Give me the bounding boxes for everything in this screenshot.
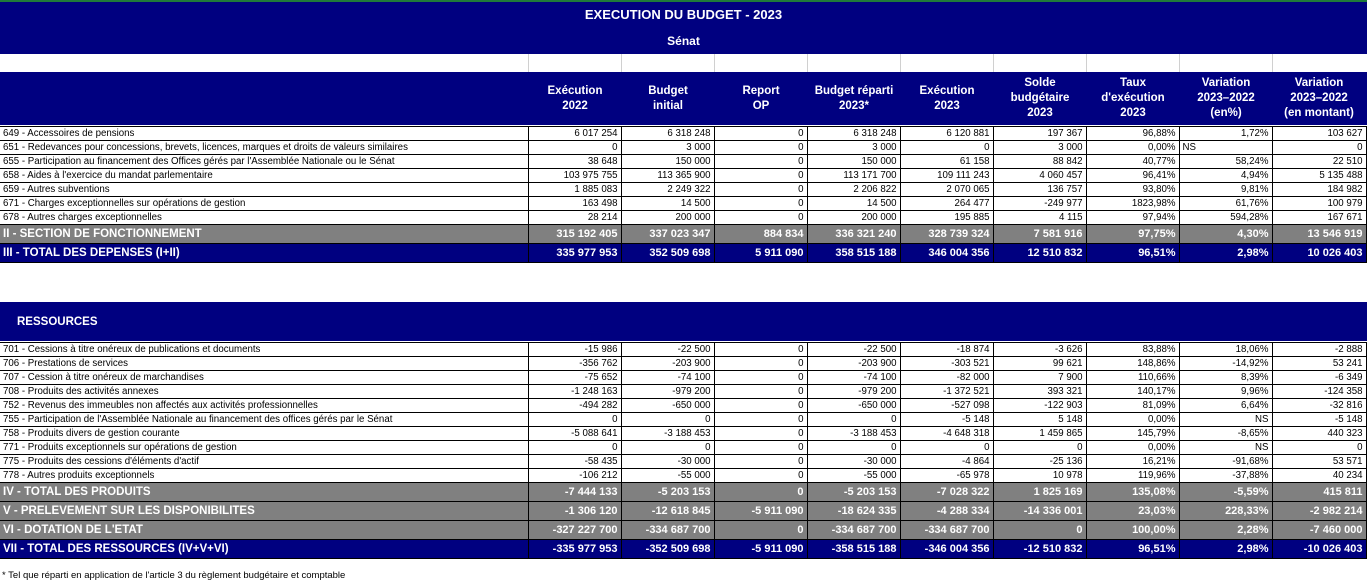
gridline <box>1086 54 1087 72</box>
table-row <box>0 141 1366 155</box>
row-label: VI - DOTATION DE L'ETAT <box>0 521 528 540</box>
cell-value: -75 652 <box>528 371 621 385</box>
cell-value: -18 624 335 <box>807 502 900 521</box>
cell-value: 150 000 <box>807 155 900 169</box>
cell-value: -7 444 133 <box>528 483 621 502</box>
column-header: Variation 2023–2022 (en montant) <box>1284 77 1354 119</box>
cell-value: 8,39% <box>1179 371 1272 385</box>
cell-value: -65 978 <box>900 469 993 483</box>
cell-value: 0 <box>714 371 807 385</box>
cell-value: -4 864 <box>900 455 993 469</box>
cell-value: 88 842 <box>993 155 1086 169</box>
cell-value: 6 318 248 <box>807 127 900 141</box>
gridline <box>807 54 808 72</box>
cell-value: 1 885 083 <box>528 183 621 197</box>
cell-value: 0 <box>714 521 807 540</box>
cell-value: 4,94% <box>1179 169 1272 183</box>
cell-value: -527 098 <box>900 399 993 413</box>
cell-value: 0 <box>807 413 900 427</box>
cell-value: 113 365 900 <box>621 169 714 183</box>
cell-value: -327 227 700 <box>528 521 621 540</box>
gridline <box>714 54 715 72</box>
cell-value: 100 979 <box>1272 197 1366 211</box>
cell-value: 103 627 <box>1272 127 1366 141</box>
table-row <box>0 385 1366 399</box>
table-row <box>0 469 1366 483</box>
cell-value: 6 120 881 <box>900 127 993 141</box>
cell-value: -334 687 700 <box>900 521 993 540</box>
cell-value: -334 687 700 <box>621 521 714 540</box>
cell-value: 145,79% <box>1086 427 1179 441</box>
cell-value: 0 <box>714 197 807 211</box>
cell-value: -14 336 001 <box>993 502 1086 521</box>
cell-value: 7 900 <box>993 371 1086 385</box>
subtotal-row <box>0 483 1366 502</box>
cell-value: -494 282 <box>528 399 621 413</box>
cell-value: -1 248 163 <box>528 385 621 399</box>
cell-value: 0 <box>714 169 807 183</box>
cell-value: 0,00% <box>1086 413 1179 427</box>
cell-value: -18 874 <box>900 343 993 357</box>
cell-value: -8,65% <box>1179 427 1272 441</box>
column-header: Taux d'exécution 2023 <box>1101 77 1165 119</box>
row-label: 755 - Participation de l'Assemblée Nationale au financement des offices gérés par le Sénat <box>0 413 528 427</box>
cell-value: -4 288 334 <box>900 502 993 521</box>
cell-value: -203 900 <box>621 357 714 371</box>
cell-value: 7 581 916 <box>993 225 1086 244</box>
row-label: 651 - Redevances pour concessions, brevets, licences, marques et droits de valeurs similaires <box>0 141 528 155</box>
cell-value: 110,66% <box>1086 371 1179 385</box>
row-label: 658 - Aides à l'exercice du mandat parlementaire <box>0 169 528 183</box>
cell-value: 336 321 240 <box>807 225 900 244</box>
column-header: Report OP <box>742 84 780 112</box>
total-row <box>0 244 1366 263</box>
table-row <box>0 343 1366 357</box>
cell-value: 3 000 <box>993 141 1086 155</box>
cell-value: -5 911 090 <box>714 502 807 521</box>
cell-value: 5 911 090 <box>714 244 807 263</box>
row-label: 678 - Autres charges exceptionnelles <box>0 211 528 225</box>
cell-value: -5 148 <box>900 413 993 427</box>
column-header-band <box>0 72 1367 125</box>
cell-value: 99 621 <box>993 357 1086 371</box>
cell-value: 440 323 <box>1272 427 1366 441</box>
cell-value: 81,09% <box>1086 399 1179 413</box>
row-label: 707 - Cession à titre onéreux de marchandises <box>0 371 528 385</box>
cell-value: 18,06% <box>1179 343 1272 357</box>
cell-value: -15 986 <box>528 343 621 357</box>
cell-value: 28 214 <box>528 211 621 225</box>
cell-value: -7 028 322 <box>900 483 993 502</box>
cell-value: 9,81% <box>1179 183 1272 197</box>
cell-value: -5 203 153 <box>621 483 714 502</box>
gridline <box>1179 54 1180 72</box>
subtotal-row <box>0 521 1366 540</box>
cell-value: -7 460 000 <box>1272 521 1366 540</box>
cell-value: 5 148 <box>993 413 1086 427</box>
cell-value: 100,00% <box>1086 521 1179 540</box>
cell-value: 40,77% <box>1086 155 1179 169</box>
row-label: II - SECTION DE FONCTIONNEMENT <box>0 225 528 244</box>
table-row <box>0 127 1366 141</box>
row-label: III - TOTAL DES DEPENSES (I+II) <box>0 244 528 263</box>
cell-value: 358 515 188 <box>807 244 900 263</box>
resources-table <box>0 342 1367 559</box>
cell-value: 594,28% <box>1179 211 1272 225</box>
cell-value: 3 000 <box>621 141 714 155</box>
cell-value: 0 <box>714 469 807 483</box>
row-label: 659 - Autres subventions <box>0 183 528 197</box>
cell-value: 83,88% <box>1086 343 1179 357</box>
resources-band <box>0 302 1367 341</box>
cell-value: 22 510 <box>1272 155 1366 169</box>
cell-value: -979 200 <box>807 385 900 399</box>
cell-value: 96,88% <box>1086 127 1179 141</box>
cell-value: -5,59% <box>1179 483 1272 502</box>
column-header: Exécution 2023 <box>919 84 975 112</box>
cell-value: -346 004 356 <box>900 540 993 559</box>
cell-value: -3 188 453 <box>621 427 714 441</box>
cell-value: 150 000 <box>621 155 714 169</box>
cell-value: 0 <box>1272 141 1366 155</box>
cell-value: -74 100 <box>807 371 900 385</box>
cell-value: 184 982 <box>1272 183 1366 197</box>
cell-value: 1 459 865 <box>993 427 1086 441</box>
cell-value: 200 000 <box>621 211 714 225</box>
cell-value: 0,00% <box>1086 441 1179 455</box>
cell-value: 0 <box>714 127 807 141</box>
cell-value: 1,72% <box>1179 127 1272 141</box>
cell-value: 0 <box>993 441 1086 455</box>
cell-value: 228,33% <box>1179 502 1272 521</box>
cell-value: -37,88% <box>1179 469 1272 483</box>
cell-value: 0 <box>1272 441 1366 455</box>
row-label: 771 - Produits exceptionnels sur opérations de gestion <box>0 441 528 455</box>
column-header: Budget réparti 2023* <box>814 84 894 112</box>
cell-value: 167 671 <box>1272 211 1366 225</box>
cell-value: 10 978 <box>993 469 1086 483</box>
row-label: 752 - Revenus des immeubles non affectés aux activités professionnelles <box>0 399 528 413</box>
cell-value: 96,51% <box>1086 244 1179 263</box>
cell-value: -3 188 453 <box>807 427 900 441</box>
cell-value: 0 <box>714 155 807 169</box>
cell-value: -356 762 <box>528 357 621 371</box>
row-label: IV - TOTAL DES PRODUITS <box>0 483 528 502</box>
cell-value: 0 <box>714 427 807 441</box>
cell-value: 1823,98% <box>1086 197 1179 211</box>
table-row <box>0 211 1366 225</box>
cell-value: 0 <box>621 441 714 455</box>
cell-value: 2,28% <box>1179 521 1272 540</box>
cell-value: 96,41% <box>1086 169 1179 183</box>
cell-value: 23,03% <box>1086 502 1179 521</box>
gridline <box>528 54 529 72</box>
cell-value: -1 306 120 <box>528 502 621 521</box>
table-row <box>0 413 1366 427</box>
cell-value: 335 977 953 <box>528 244 621 263</box>
cell-value: -30 000 <box>807 455 900 469</box>
cell-value: NS <box>1179 441 1272 455</box>
cell-value: 337 023 347 <box>621 225 714 244</box>
column-header: Solde budgétaire 2023 <box>1010 77 1070 119</box>
cell-value: 195 885 <box>900 211 993 225</box>
cell-value: 0 <box>714 343 807 357</box>
cell-value: 315 192 405 <box>528 225 621 244</box>
cell-value: 4 115 <box>993 211 1086 225</box>
cell-value: 16,21% <box>1086 455 1179 469</box>
cell-value: 4,30% <box>1179 225 1272 244</box>
cell-value: -3 626 <box>993 343 1086 357</box>
cell-value: 14 500 <box>807 197 900 211</box>
cell-value: 38 648 <box>528 155 621 169</box>
cell-value: -979 200 <box>621 385 714 399</box>
column-header: Exécution 2022 <box>547 84 603 112</box>
table-row <box>0 371 1366 385</box>
cell-value: -12 618 845 <box>621 502 714 521</box>
cell-value: -124 358 <box>1272 385 1366 399</box>
cell-value: 0 <box>714 385 807 399</box>
cell-value: -1 372 521 <box>900 385 993 399</box>
cell-value: -203 900 <box>807 357 900 371</box>
table-row <box>0 155 1366 169</box>
cell-value: 135,08% <box>1086 483 1179 502</box>
cell-value: -32 816 <box>1272 399 1366 413</box>
cell-value: -5 088 641 <box>528 427 621 441</box>
cell-value: 2 070 065 <box>900 183 993 197</box>
cell-value: 103 975 755 <box>528 169 621 183</box>
cell-value: -650 000 <box>807 399 900 413</box>
cell-value: 4 060 457 <box>993 169 1086 183</box>
cell-value: 0 <box>714 141 807 155</box>
gridline <box>621 54 622 72</box>
subtotal-row <box>0 502 1366 521</box>
cell-value: -2 888 <box>1272 343 1366 357</box>
row-label: 655 - Participation au financement des Offices gérés par l'Assemblée Nationale ou le Sénat <box>0 155 528 169</box>
cell-value: 14 500 <box>621 197 714 211</box>
gridline <box>1272 54 1273 72</box>
cell-value: 53 241 <box>1272 357 1366 371</box>
row-label: V - PRELEVEMENT SUR LES DISPONIBILITES <box>0 502 528 521</box>
cell-value: -55 000 <box>621 469 714 483</box>
cell-value: 97,94% <box>1086 211 1179 225</box>
page-subtitle: Sénat <box>667 34 700 48</box>
cell-value: 140,17% <box>1086 385 1179 399</box>
cell-value: 6 318 248 <box>621 127 714 141</box>
cell-value: 3 000 <box>807 141 900 155</box>
cell-value: 346 004 356 <box>900 244 993 263</box>
cell-value: 0 <box>714 183 807 197</box>
cell-value: 5 135 488 <box>1272 169 1366 183</box>
cell-value: 97,75% <box>1086 225 1179 244</box>
cell-value: 0 <box>714 211 807 225</box>
cell-value: -25 136 <box>993 455 1086 469</box>
cell-value: NS <box>1179 413 1272 427</box>
cell-value: 58,24% <box>1179 155 1272 169</box>
table-row <box>0 197 1366 211</box>
cell-value: -335 977 953 <box>528 540 621 559</box>
cell-value: 200 000 <box>807 211 900 225</box>
cell-value: 2 249 322 <box>621 183 714 197</box>
cell-value: 1 825 169 <box>993 483 1086 502</box>
cell-value: -249 977 <box>993 197 1086 211</box>
cell-value: -5 203 153 <box>807 483 900 502</box>
row-label: 701 - Cessions à titre onéreux de publications et documents <box>0 343 528 357</box>
cell-value: -358 515 188 <box>807 540 900 559</box>
cell-value: -650 000 <box>621 399 714 413</box>
cell-value: -82 000 <box>900 371 993 385</box>
title-band <box>0 2 1367 54</box>
table-row <box>0 455 1366 469</box>
cell-value: -106 212 <box>528 469 621 483</box>
row-label: 758 - Produits divers de gestion courante <box>0 427 528 441</box>
row-label: 706 - Prestations de services <box>0 357 528 371</box>
cell-value: -55 000 <box>807 469 900 483</box>
column-header: Budget initial <box>648 84 688 112</box>
table-row <box>0 399 1366 413</box>
cell-value: -22 500 <box>621 343 714 357</box>
cell-value: 0 <box>714 455 807 469</box>
column-header: Variation 2023–2022 (en%) <box>1197 77 1255 119</box>
cell-value: 0 <box>528 441 621 455</box>
row-label: 778 - Autres produits exceptionnels <box>0 469 528 483</box>
cell-value: -303 521 <box>900 357 993 371</box>
cell-value: -334 687 700 <box>807 521 900 540</box>
cell-value: 0 <box>807 441 900 455</box>
cell-value: 0 <box>621 413 714 427</box>
cell-value: 6 017 254 <box>528 127 621 141</box>
row-label: 775 - Produits des cessions d'éléments d'actif <box>0 455 528 469</box>
cell-value: 53 571 <box>1272 455 1366 469</box>
cell-value: 264 477 <box>900 197 993 211</box>
cell-value: 197 367 <box>993 127 1086 141</box>
cell-value: 0 <box>714 441 807 455</box>
cell-value: 119,96% <box>1086 469 1179 483</box>
cell-value: -58 435 <box>528 455 621 469</box>
gridline <box>900 54 901 72</box>
page-title: EXECUTION DU BUDGET - 2023 <box>584 7 783 22</box>
cell-value: 136 757 <box>993 183 1086 197</box>
cell-value: 0 <box>714 357 807 371</box>
footnote: * Tel que réparti en application de l'article 3 du règlement budgétaire et comptable <box>2 570 346 581</box>
cell-value: -22 500 <box>807 343 900 357</box>
cell-value: 2,98% <box>1179 244 1272 263</box>
cell-value: 328 739 324 <box>900 225 993 244</box>
total-row <box>0 540 1366 559</box>
cell-value: 0 <box>714 483 807 502</box>
cell-value: -352 509 698 <box>621 540 714 559</box>
cell-value: 61 158 <box>900 155 993 169</box>
cell-value: 113 171 700 <box>807 169 900 183</box>
cell-value: -4 648 318 <box>900 427 993 441</box>
cell-value: 93,80% <box>1086 183 1179 197</box>
cell-value: 148,86% <box>1086 357 1179 371</box>
cell-value: -5 911 090 <box>714 540 807 559</box>
table-row <box>0 427 1366 441</box>
cell-value: -5 148 <box>1272 413 1366 427</box>
row-label: VII - TOTAL DES RESSOURCES (IV+V+VI) <box>0 540 528 559</box>
cell-value: -91,68% <box>1179 455 1272 469</box>
cell-value: -10 026 403 <box>1272 540 1366 559</box>
cell-value: 10 026 403 <box>1272 244 1366 263</box>
gridline <box>993 54 994 72</box>
row-label: 649 - Accessoires de pensions <box>0 127 528 141</box>
table-row <box>0 357 1366 371</box>
cell-value: 13 546 919 <box>1272 225 1366 244</box>
cell-value: -30 000 <box>621 455 714 469</box>
cell-value: 61,76% <box>1179 197 1272 211</box>
cell-value: 96,51% <box>1086 540 1179 559</box>
resources-title: RESSOURCES <box>17 316 98 328</box>
table-row <box>0 169 1366 183</box>
cell-value: 0 <box>714 399 807 413</box>
cell-value: 163 498 <box>528 197 621 211</box>
cell-value: -6 349 <box>1272 371 1366 385</box>
table-row <box>0 183 1366 197</box>
cell-value: -74 100 <box>621 371 714 385</box>
row-label: 671 - Charges exceptionnelles sur opérations de gestion <box>0 197 528 211</box>
expenses-table <box>0 126 1367 263</box>
cell-value: 352 509 698 <box>621 244 714 263</box>
cell-value: 415 811 <box>1272 483 1366 502</box>
cell-value: -2 982 214 <box>1272 502 1366 521</box>
cell-value: 6,64% <box>1179 399 1272 413</box>
cell-value: 393 321 <box>993 385 1086 399</box>
row-label: 708 - Produits des activités annexes <box>0 385 528 399</box>
cell-value: 0 <box>993 521 1086 540</box>
cell-value: 109 111 243 <box>900 169 993 183</box>
cell-value: -122 903 <box>993 399 1086 413</box>
cell-value: 0 <box>900 441 993 455</box>
subtotal-row <box>0 225 1366 244</box>
cell-value: 9,96% <box>1179 385 1272 399</box>
cell-value: 0 <box>714 413 807 427</box>
cell-value: 0 <box>528 141 621 155</box>
cell-value: 2 206 822 <box>807 183 900 197</box>
cell-value: 884 834 <box>714 225 807 244</box>
cell-value: NS <box>1179 141 1272 155</box>
cell-value: 0 <box>528 413 621 427</box>
cell-value: 0,00% <box>1086 141 1179 155</box>
cell-value: 40 234 <box>1272 469 1366 483</box>
cell-value: 12 510 832 <box>993 244 1086 263</box>
cell-value: -14,92% <box>1179 357 1272 371</box>
table-row <box>0 441 1366 455</box>
cell-value: 0 <box>900 141 993 155</box>
cell-value: -12 510 832 <box>993 540 1086 559</box>
cell-value: 2,98% <box>1179 540 1272 559</box>
